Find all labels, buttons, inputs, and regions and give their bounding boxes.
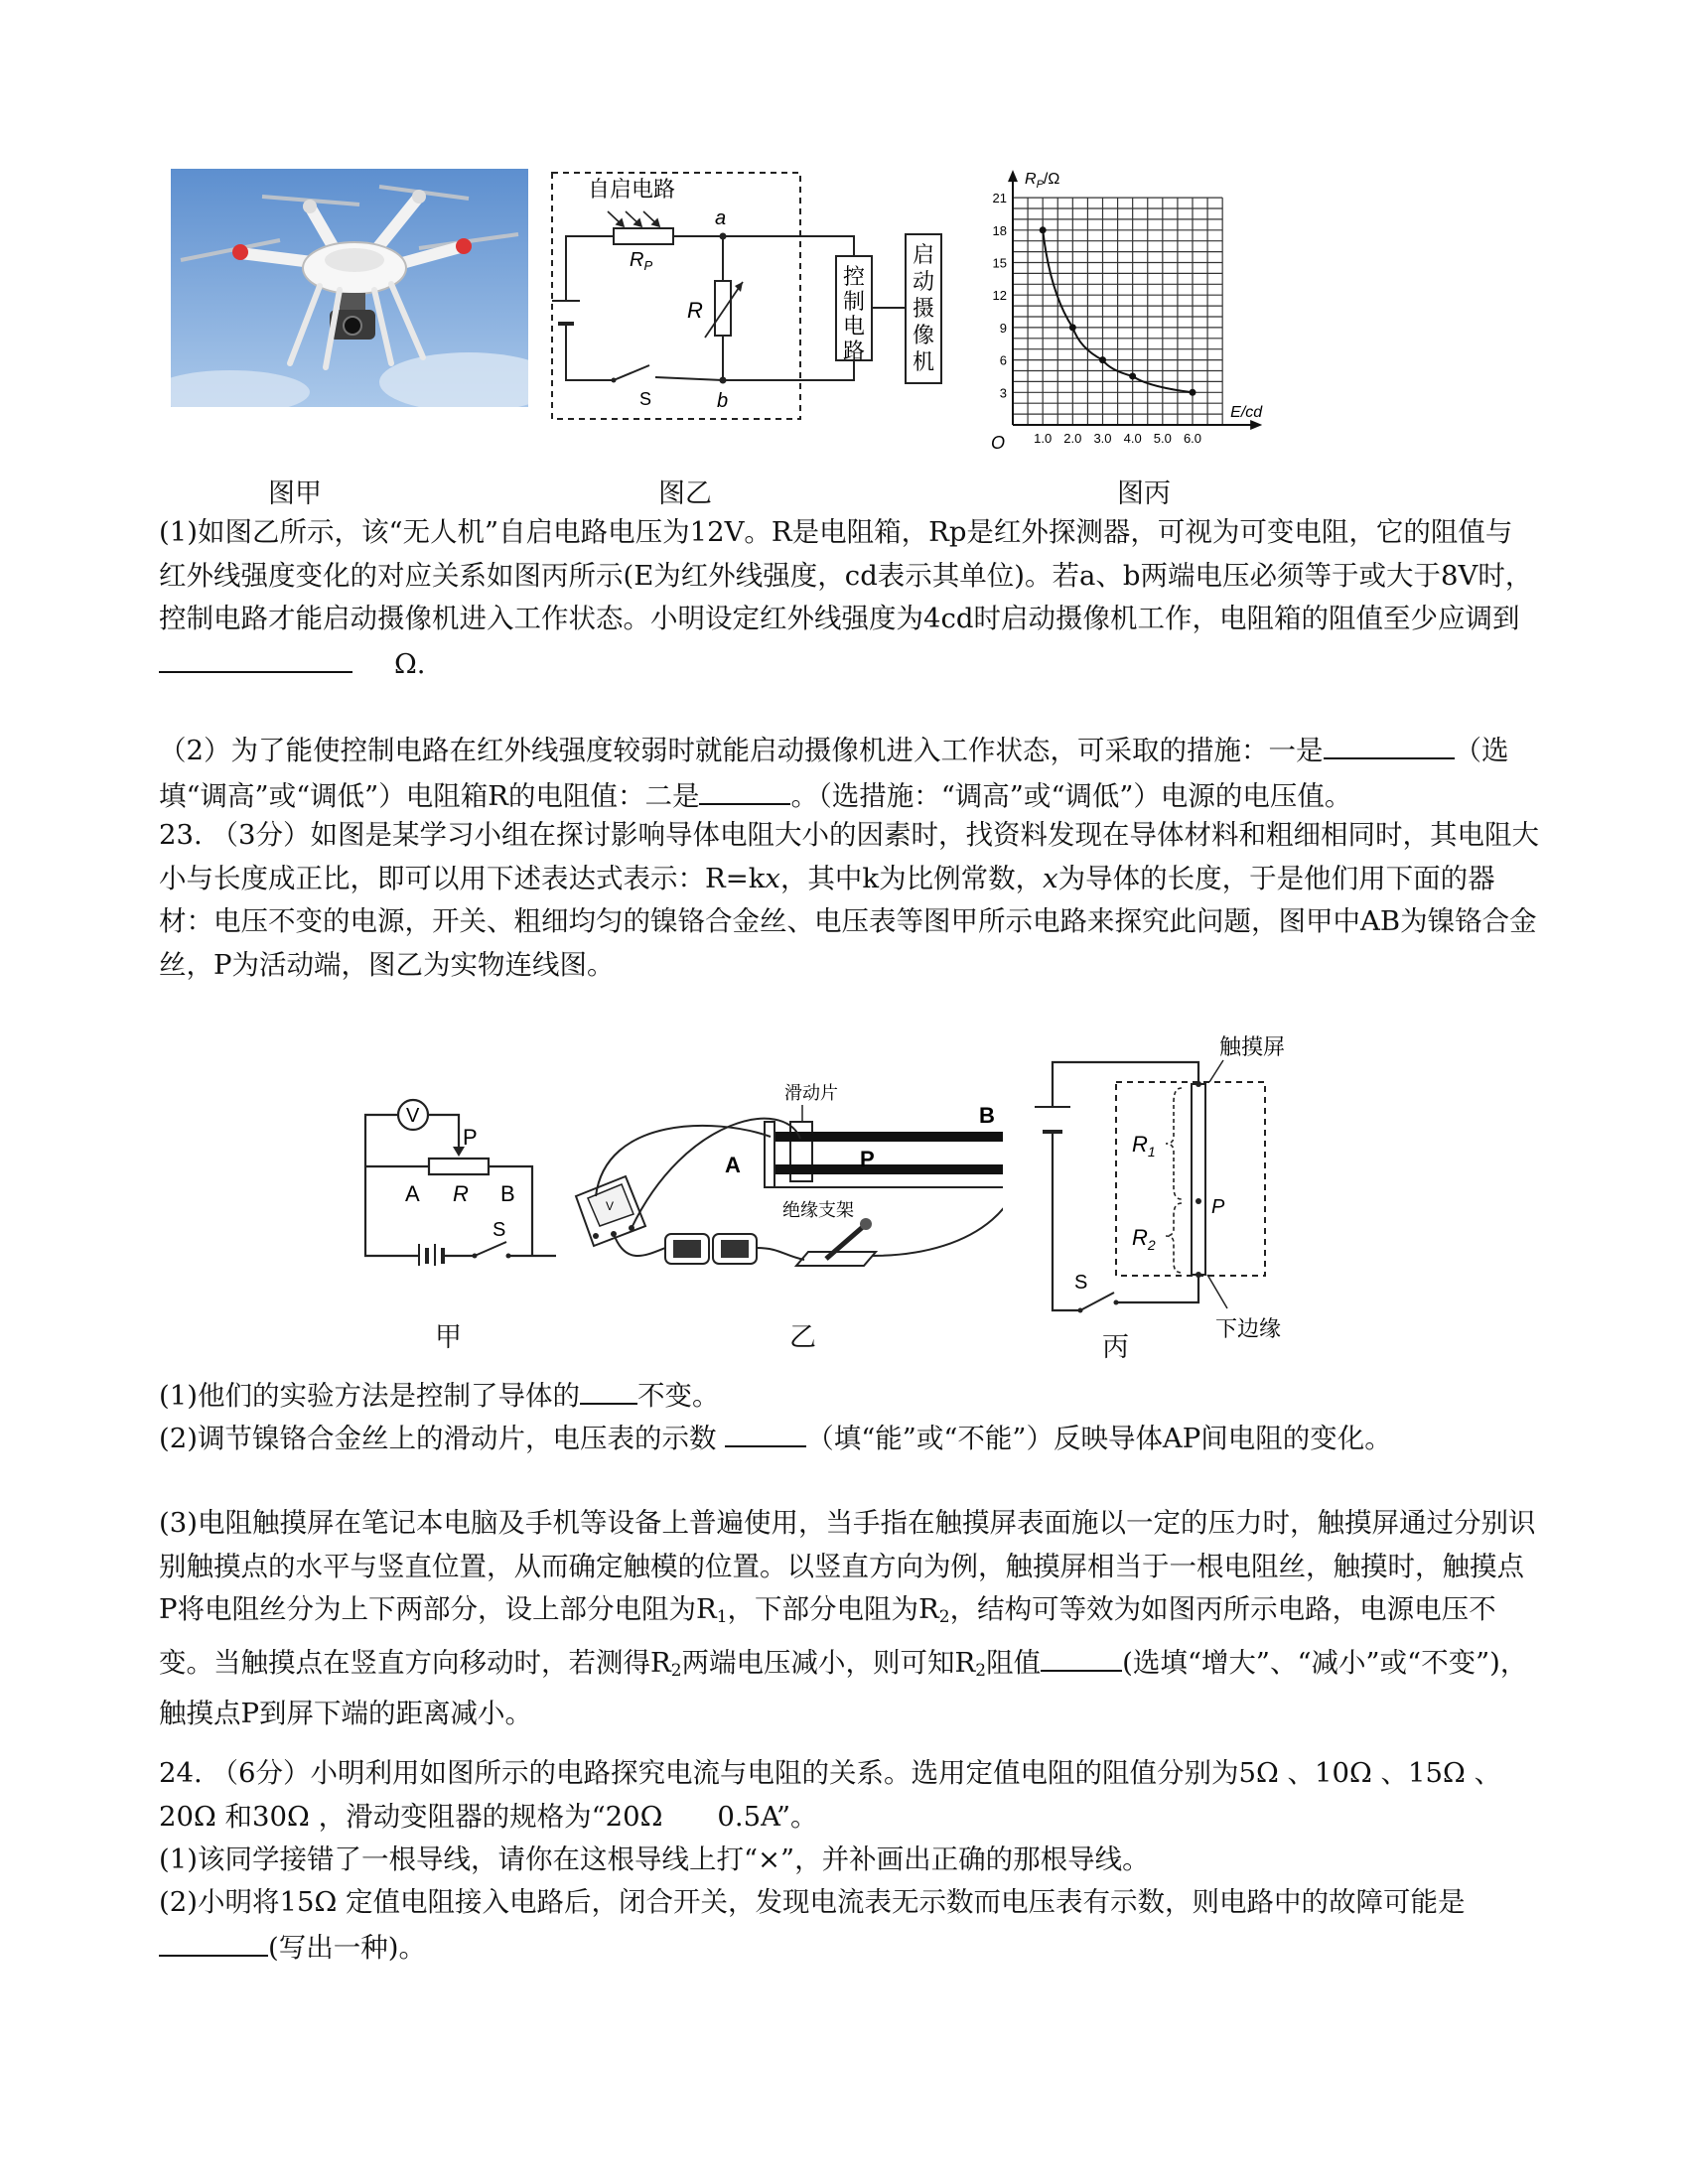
caption-yi: 乙 (789, 1322, 816, 1353)
touch-point-p (1196, 1198, 1201, 1204)
resistor-r-label: R (453, 1181, 469, 1206)
r1-label: $R_1$ (1132, 1132, 1156, 1160)
rp-label: $R_P$ (630, 249, 653, 273)
voltmeter-label: V (406, 1105, 420, 1127)
end-a-label: A (405, 1181, 420, 1206)
fig-jia-circuit (357, 1097, 556, 1266)
circuit-title-label: 自启电路 (588, 177, 676, 202)
knife-switch (796, 1218, 876, 1266)
y-tick-label: 15 (992, 255, 1007, 271)
data-point (1069, 324, 1076, 331)
end-b-label: B (979, 1103, 995, 1128)
data-point (1040, 226, 1047, 233)
caption-fig-yi: 图乙 (658, 478, 712, 509)
camera-box-text: 启动摄像机 (912, 242, 935, 374)
q23-part3: (3)电阻触摸屏在笔记本电脑及手机等设备上普遍使用，当手指在触摸屏表面施以一定的压力时，触摸屏通过分别识别触摸点的水平与竖直位置，从而确定触模的位置。以竖直方向为例，触摸屏相当于一根电阻丝，触摸时，触摸点P将电阻丝分为上下两部分，设上部分电阻为$R_1$，下部分电阻为$R_2$，结构可等效为如图丙所示电路，电源电压不变。当触摸点在竖直方向移动时，若测得$R_2$两端电压减小，则可知$R_2$阻值 (选填“增大”、“减小”或“不变”)，触摸点P到屏下端的距离减小。 (159, 1507, 1536, 1729)
q23-part2: (2)调节镍铬合金丝上的滑动片，电压表的示数 （填“能”或“不能”）反映导体AP间电阻的变化。 (159, 1416, 1539, 1461)
y-axis-arrow (1008, 170, 1018, 182)
battery-jia (419, 1244, 443, 1266)
q22-blank-2[interactable] (1324, 728, 1455, 759)
end-a-label: A (725, 1153, 741, 1177)
data-point (1099, 356, 1106, 363)
x-tick-label: 2.0 (1063, 431, 1082, 446)
q22-blank-1[interactable] (159, 641, 352, 673)
nichrome-wire-ab (429, 1159, 489, 1174)
y-tick-label: 21 (992, 191, 1007, 206)
q22-part2: （2）为了能使控制电路在红外线强度较弱时就能启动摄像机进入工作状态，可采取的措施：一是 （选填“调高”或“调低”）电阻箱R的电阻值：二是 。（选措施：“调高”或“调低”）电源的电压值。 (159, 728, 1539, 818)
svg-text:S: S (492, 1219, 506, 1241)
caption-jia: 甲 (435, 1322, 462, 1353)
slider-p-label: P (463, 1125, 478, 1150)
self-start-circuit-diagram (546, 167, 963, 425)
q23-blank-1[interactable] (580, 1373, 637, 1405)
insulating-support-label: 绝缘支架 (782, 1200, 854, 1220)
x-tick-label: 6.0 (1183, 431, 1202, 446)
q24-blank-1[interactable] (159, 1925, 268, 1957)
drone-photo (171, 169, 528, 407)
x-tick-label: 3.0 (1093, 431, 1112, 446)
fig-yi-setup (566, 1077, 1003, 1291)
q22-blank-3[interactable] (699, 773, 790, 805)
x-axis-arrow (1250, 420, 1262, 430)
y-tick-label: 9 (999, 320, 1007, 336)
q23-intro: 23. （3分）如图是某学习小组在探讨影响导体电阻大小的因素时，找资料发现在导体材料和粗细相同时，其电阻大小与长度成正比，即可以用下述表达式表示：R=kx，其中k为比例常数，x为导体的长度，于是他们用下面的器材：电压不变的电源，开关、粗细均匀的镍铬合金丝、电压表等图甲所示电路来探究此问题，图甲中AB为镍铬合金丝，P为活动端，图乙为实物连线图。 (159, 819, 1539, 981)
svg-text:V: V (606, 1199, 615, 1213)
y-tick-label: 3 (999, 385, 1007, 401)
rp-vs-e-graph (983, 149, 1301, 457)
voltmeter-device (576, 1176, 645, 1246)
rp-resistor (614, 228, 673, 244)
data-point (1190, 389, 1196, 396)
p-label: P (1211, 1196, 1225, 1218)
x-tick-label: 4.0 (1123, 431, 1142, 446)
battery (552, 301, 580, 324)
svg-text:S: S (639, 389, 652, 409)
r-label: R (687, 298, 703, 323)
y-tick-label: 12 (992, 288, 1007, 304)
caption-fig-bing: 图丙 (1117, 478, 1171, 509)
node-a-label: a (715, 207, 727, 229)
resistance-box-r (715, 281, 731, 336)
q24-part1: (1)该同学接错了一根导线，请你在这根导线上打“×”，并补画出正确的那根导线。 (159, 1843, 1150, 1875)
ir-arrows (608, 211, 659, 226)
x-tick-label: 1.0 (1034, 431, 1053, 446)
q23-blank-2[interactable] (725, 1416, 806, 1447)
switch-s (612, 365, 652, 409)
bottom-edge-label: 下边缘 (1215, 1316, 1282, 1341)
svg-text:S: S (1074, 1272, 1088, 1294)
q23-part1: (1)他们的实验方法是控制了导体的 不变。 (159, 1373, 1539, 1419)
q22-part1: (1)如图乙所示，该“无人机”自启电路电压为12V。R是电阻箱，Rp是红外探测器，可视为可变电阻，它的阻值与红外线强度变化的对应关系如图丙所示(E为红外线强度，cd表示其单位)。若a、b两端电压必须等于或大于8V时，控制电路才能启动摄像机进入工作状态。小明设定红外线强度为4cd时启动摄像机工作，电阻箱的阻值至少应调到Ω. (159, 516, 1533, 680)
slider-p-label: P (860, 1147, 875, 1171)
battery-pack (665, 1234, 757, 1264)
switch-jia (473, 1219, 511, 1259)
y-tick-label: 6 (999, 352, 1007, 368)
caption-bing: 丙 (1102, 1332, 1129, 1363)
caption-fig-jia: 图甲 (268, 478, 322, 509)
battery-bing (1035, 1107, 1070, 1132)
x-tick-label: 5.0 (1153, 431, 1172, 446)
data-point (1129, 372, 1136, 379)
q24-intro: 24. （6分）小明利用如图所示的电路探究电流与电阻的关系。选用定值电阻的阻值分别为5Ω 、10Ω 、15Ω 、20Ω 和30Ω ，滑动变阻器的规格为“20Ω 0.5A”。 (159, 1757, 1502, 1833)
nichrome-wire (765, 1164, 1003, 1174)
circuit-boundary (552, 173, 800, 419)
y-axis-label: $R_P/\Omega$ (1025, 171, 1060, 192)
end-b-label: B (500, 1181, 515, 1206)
q24-part2: (2)小明将15Ω 定值电阻接入电路后，闭合开关，发现电流表无示数而电压表有示数，则电路中的故障可能是 (写出一种)。 (159, 1886, 1466, 1964)
resistance-strip (1192, 1084, 1205, 1275)
r2-label: $R_2$ (1132, 1225, 1156, 1253)
origin-label: O (991, 433, 1006, 453)
x-axis-label: E/cd (1230, 404, 1263, 421)
fig-bing-touchscreen (1033, 1032, 1321, 1350)
q23-blank-3[interactable] (1041, 1640, 1122, 1672)
touchscreen-label: 触摸屏 (1219, 1034, 1286, 1059)
node-b-label: b (717, 390, 729, 412)
slider-label: 滑动片 (784, 1083, 838, 1103)
switch-bing (1074, 1272, 1119, 1313)
control-box-text: 控制电路 (842, 264, 866, 363)
y-tick-label: 18 (992, 222, 1007, 238)
